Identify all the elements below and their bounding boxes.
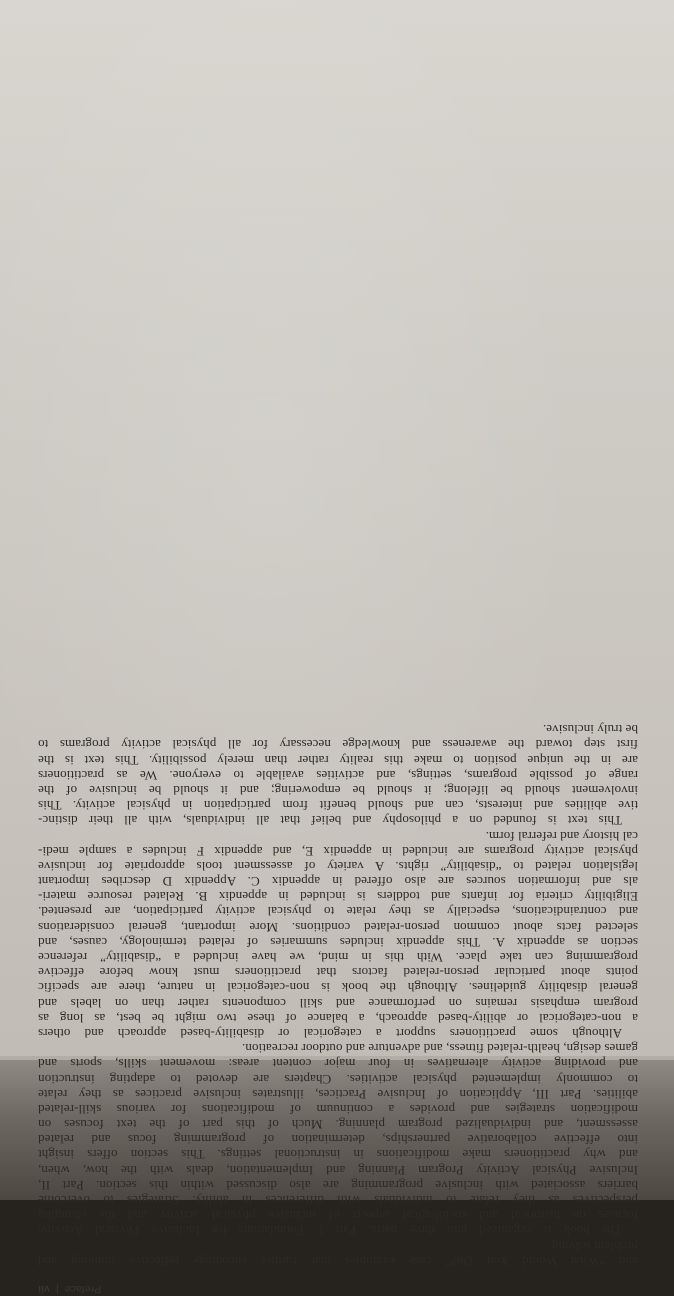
text-line: range of possible programs, settings, and activities available to everyone. We as practitioners xyxy=(38,767,638,783)
text-line: cal history and referral form. xyxy=(485,828,638,844)
text-line: section as appendix A. This appendix includes summaries of related terminology, causes, and xyxy=(38,934,638,950)
text-line: and providing activity alternatives in four major content areas: movement skills, sports and xyxy=(38,1056,638,1072)
text-line: tive abilities and interests, can and should benefit from participation in physical activity. This xyxy=(38,798,638,814)
text-line: The book is organized into three parts. Part I, Foundations for Inclusive Physical Activity, xyxy=(38,1223,622,1239)
text-line: to commonly implemented physical activities. Chapters are devoted to adapting instruction xyxy=(38,1071,638,1087)
text-line: modification strategies and provides a continuum of modifications for various skill-related xyxy=(38,1101,638,1117)
paragraph xyxy=(38,1041,638,1238)
running-header xyxy=(38,1281,638,1296)
text-line: points about particular person-related factors that practitioners must know before effective xyxy=(38,965,638,981)
preface-text-block xyxy=(38,722,638,1296)
text-line: selected facts about common person-related conditions. More important, general considerations xyxy=(38,919,638,935)
text-line: a non-categorical or ability-based approach, a balance of these two might be best, as long as xyxy=(38,1010,638,1026)
text-line: problem solving. xyxy=(548,1238,638,1254)
text-line: programming can take place. With this in mind, we have included a “disability” reference xyxy=(38,950,638,965)
text-line: involvement should be lifelong; it should be empowering; and it should be inclusive of the xyxy=(38,782,638,798)
body-text xyxy=(38,722,638,1269)
text-line: and contraindications, especially as they relate to physical activity participation, are presented. xyxy=(38,904,638,920)
text-line: games design, health-related fitness, and adventure and outdoor recreation. xyxy=(241,1041,638,1057)
text-line: This text is founded on a philosophy and belief that all individuals, with all their distinc- xyxy=(38,813,622,829)
header-separator: | xyxy=(55,1282,59,1295)
text-line: are in the unique position to make this reality rather than merely possibility. This text is the xyxy=(38,752,638,768)
text-line: barriers associated with inclusive programming are also discussed within this section. Part II, xyxy=(38,1177,638,1193)
text-line: be truly inclusive. xyxy=(542,722,638,738)
text-line: physical activity programs are included in appendix E, and appendix F includes a sample medi- xyxy=(38,843,638,859)
text-line: and “What Would You Do?” case examples that further encourage reflective thinking and xyxy=(38,1253,638,1269)
text-line: Although some practitioners support a categorical or disability-based approach and others xyxy=(38,1025,622,1041)
text-line: focuses on historical and sociological aspects of inclusive physical activity and the changing xyxy=(38,1208,638,1224)
text-line: and why practitioners make modifications in instructional settings. This section offers insight xyxy=(38,1147,638,1163)
text-line: Eligibility criteria for infants and toddlers is included in appendix B. Related resource materi- xyxy=(38,889,638,905)
header-section: Preface xyxy=(64,1282,102,1295)
text-line: into effective collaborative partnerships, determination of programming focus and related xyxy=(38,1132,638,1148)
paragraph xyxy=(38,828,638,1041)
paragraph xyxy=(38,1238,638,1268)
text-line: first step toward the awareness and knowledge necessary for all physical activity programs to xyxy=(38,737,638,753)
text-line: als and information sources are also offered in appendix C. Appendix D describes important xyxy=(38,874,638,890)
text-line: assessment, and individualized program planning. Much of this part of the text focuses on xyxy=(38,1117,638,1133)
page-number: vii xyxy=(38,1282,50,1295)
text-line: perspectives as they relate to individuals with differences in ability. Strategies to overcome xyxy=(38,1193,638,1208)
text-line: legislation related to “disability” rights. A variety of assessment tools appropriate for inclusive xyxy=(38,858,638,874)
text-line: general disability guidelines. Although the book is non-categorical in nature, there are specific xyxy=(38,980,638,996)
text-line: abilities. Part III, Application of Inclusive Practices, illustrates inclusive practices as they relate xyxy=(38,1086,638,1102)
text-line: Inclusive Physical Activity Program Planning and Implementation, deals with the how, when, xyxy=(38,1162,638,1178)
text-line: program emphasis remains on performance and skill components rather than on labels and xyxy=(38,995,638,1011)
paragraph xyxy=(38,722,638,828)
